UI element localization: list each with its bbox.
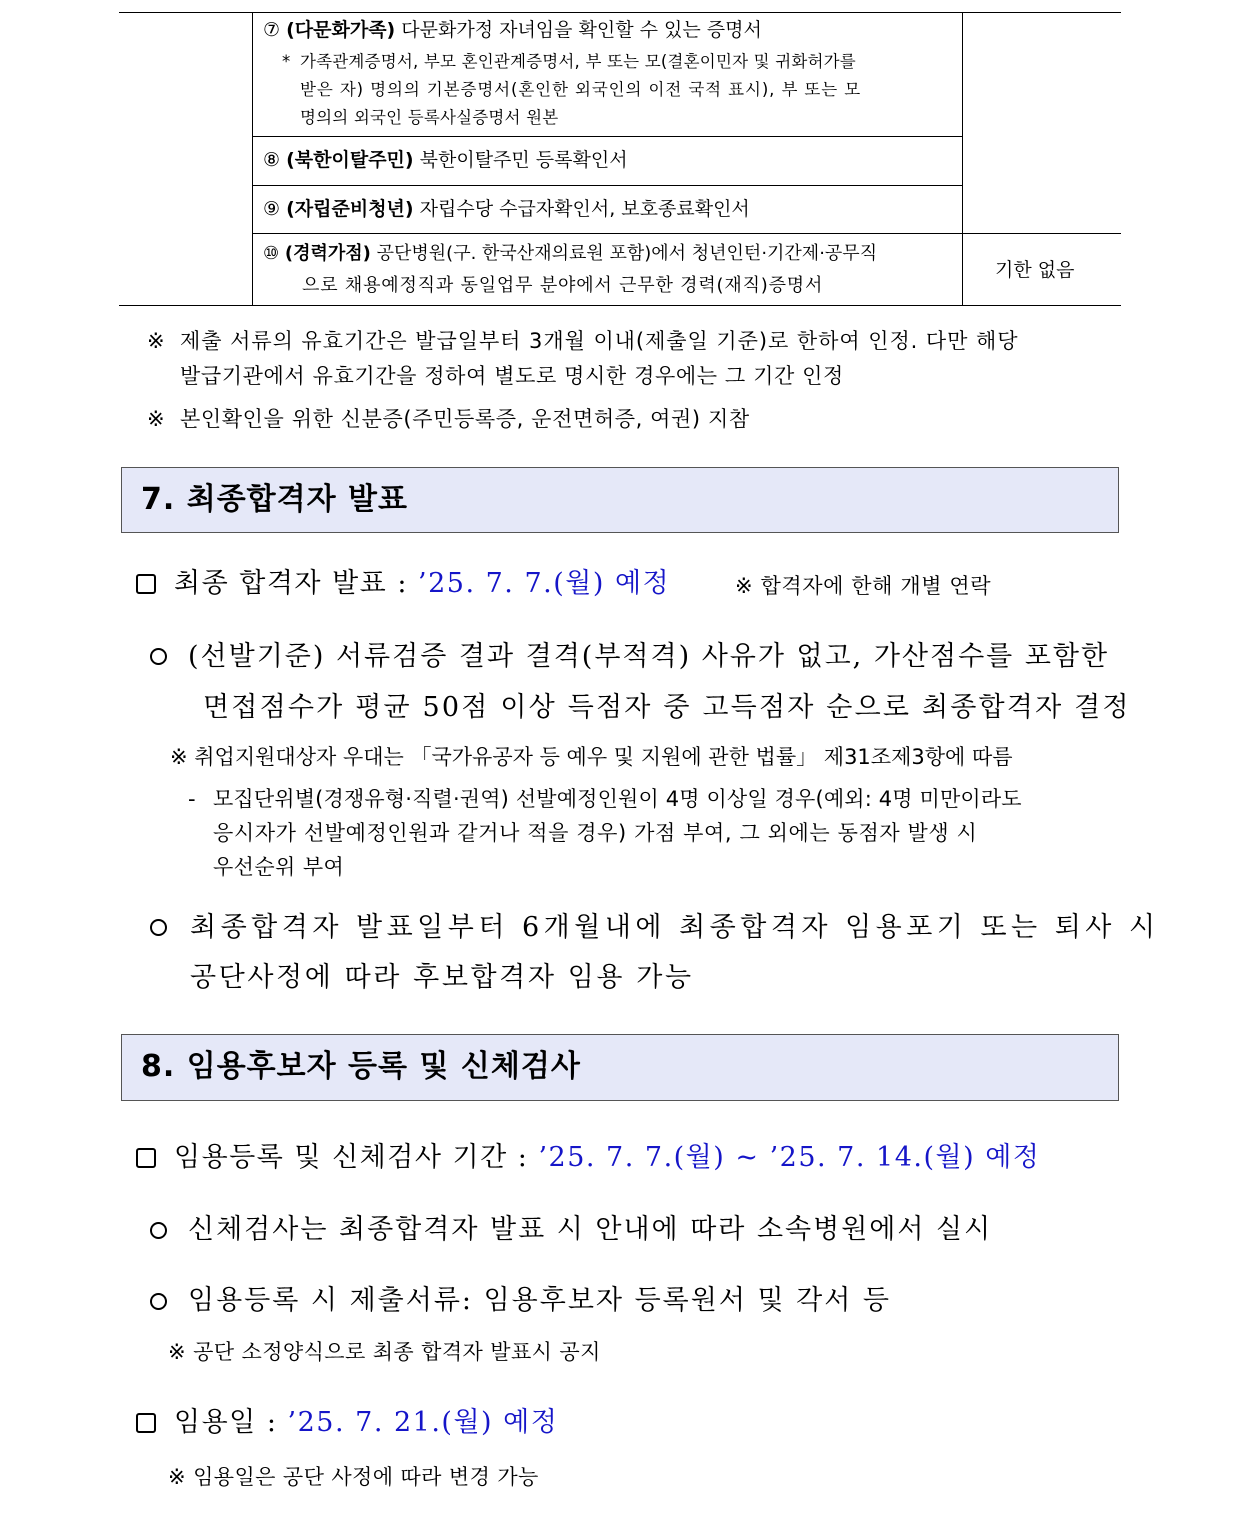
- announcement-label: 최종 합격자 발표 :: [174, 568, 408, 599]
- sub-note-line: 가족관계증명서, 부모 혼인관계증명서, 부 또는 모(결혼이민자 및 귀화허가를: [300, 52, 856, 71]
- selection-criteria: (선발기준) 서류검증 결과 결격(부적격) 사유가 없고, 가산점수를 포함한: [188, 641, 1110, 672]
- circle-bullet-icon: [150, 648, 167, 665]
- validity-period-cell: 기한 없음: [995, 259, 1075, 281]
- sub-note-line: 명의의 외국인 등록사실증명서 원본: [300, 108, 559, 127]
- table-col-divider: [962, 12, 963, 306]
- table-row-multicultural: [263, 16, 762, 44]
- preference-detail-continued: 응시자가 선발예정인원과 같거나 적을 경우) 가점 부여, 그 외에는 동점자 발생 시: [213, 821, 978, 845]
- item-number: ⑩: [263, 243, 280, 264]
- item-number: ⑦: [263, 19, 281, 41]
- reserve-candidate: 최종합격자 발표일부터 6개월내에 최종합격자 임용포기 또는 퇴사 시: [190, 912, 1160, 943]
- table-col-divider: [252, 12, 253, 306]
- appointment-date-line: [174, 1405, 558, 1441]
- item-title: (다문화가족): [286, 19, 396, 41]
- registration-documents: 임용등록 시 제출서류: 임용후보자 등록원서 및 각서 등: [188, 1285, 891, 1316]
- table-row-career-bonus: [263, 240, 877, 268]
- section-title: 8. 임용후보자 등록 및 신체검사: [141, 1049, 581, 1084]
- documents-note: ※ 공단 소정양식으로 최종 합격자 발표시 공지: [168, 1340, 601, 1364]
- validity-note-continued: 발급기관에서 유효기간을 정하여 별도로 명시한 경우에는 그 기간 인정: [180, 364, 844, 388]
- selection-criteria-continued: 면접점수가 평균 50점 이상 득점자 중 고득점자 순으로 최종합격자 결정: [203, 692, 1131, 723]
- item-number: ⑨: [263, 198, 281, 220]
- item-title: (자립준비청년): [286, 198, 414, 220]
- square-bullet-icon: [136, 574, 156, 594]
- note-mark: ※: [147, 407, 166, 431]
- table-row-independent-youth: [263, 195, 750, 223]
- validity-note: 제출 서류의 유효기간은 발급일부터 3개월 이내(제출일 기준)로 한하여 인정. 다만 해당: [180, 329, 1019, 353]
- preference-detail: 모집단위별(경쟁유형·직렬·권역) 선발예정인원이 4명 이상일 경우(예외: 4명 미만이라도: [213, 787, 1022, 811]
- registration-period-line: [174, 1140, 1040, 1176]
- announcement-date: ’25. 7. 7.(월) 예정: [418, 568, 671, 599]
- appointment-date: ’25. 7. 21.(월) 예정: [287, 1407, 559, 1438]
- circle-bullet-icon: [150, 1293, 167, 1310]
- item-text: 다문화가정 자녀임을 확인할 수 있는 증명서: [401, 19, 762, 41]
- note-mark: ※: [147, 329, 166, 353]
- square-bullet-icon: [136, 1148, 156, 1168]
- appointment-label: 임용일 :: [174, 1407, 278, 1438]
- id-note: 본인확인을 위한 신분증(주민등록증, 운전면허증, 여권) 지참: [180, 407, 750, 431]
- appointment-note: ※ 임용일은 공단 사정에 따라 변경 가능: [168, 1465, 539, 1489]
- table-top-border: [119, 12, 1121, 13]
- table-row-divider: [252, 233, 1121, 234]
- announcement-date-line: [174, 566, 670, 602]
- preference-note: ※ 취업지원대상자 우대는 「국가유공자 등 예우 및 지원에 관한 법률」 제31조제3항에 따름: [170, 745, 1013, 769]
- circle-bullet-icon: [150, 1222, 167, 1239]
- health-checkup-info: 신체검사는 최종합격자 발표 시 안내에 따라 소속병원에서 실시: [188, 1214, 993, 1245]
- item-text: 공단병원(구. 한국산재의료원 포함)에서 청년인턴·기간제·공무직: [376, 243, 878, 264]
- item-number: ⑧: [263, 149, 281, 171]
- sub-note-line: 받은 자) 명의의 기본증명서(혼인한 외국인의 이전 국적 표시), 부 또는 모: [300, 80, 862, 99]
- registration-period-date: ’25. 7. 7.(월) ~ ’25. 7. 14.(월) 예정: [538, 1142, 1041, 1173]
- preference-detail-continued: 우선순위 부여: [213, 855, 345, 879]
- table-bottom-border: [119, 305, 1121, 306]
- item-text: 북한이탈주민 등록확인서: [419, 149, 628, 171]
- section-title: 7. 최종합격자 발표: [141, 482, 409, 517]
- circle-bullet-icon: [150, 919, 167, 936]
- item-text-continued: 으로 채용예정직과 동일업무 분야에서 근무한 경력(재직)증명서: [302, 275, 824, 296]
- section-header-appointment-registration: [121, 1034, 1119, 1101]
- item-text: 자립수당 수급자확인서, 보호종료확인서: [419, 198, 750, 220]
- table-row-divider: [252, 136, 963, 137]
- registration-period-label: 임용등록 및 신체검사 기간 :: [174, 1142, 529, 1173]
- table-row-north-korean-defector: [263, 146, 628, 174]
- announcement-contact-note: ※ 합격자에 한해 개별 연락: [735, 574, 992, 598]
- dash-icon: -: [188, 787, 196, 811]
- table-row-divider: [252, 185, 963, 186]
- reserve-candidate-continued: 공단사정에 따라 후보합격자 임용 가능: [190, 962, 694, 993]
- square-bullet-icon: [136, 1413, 156, 1433]
- section-header-final-announcement: [121, 467, 1119, 533]
- item-title: (경력가점): [284, 243, 371, 264]
- sub-note-mark: *: [282, 52, 291, 71]
- item-title: (북한이탈주민): [286, 149, 414, 171]
